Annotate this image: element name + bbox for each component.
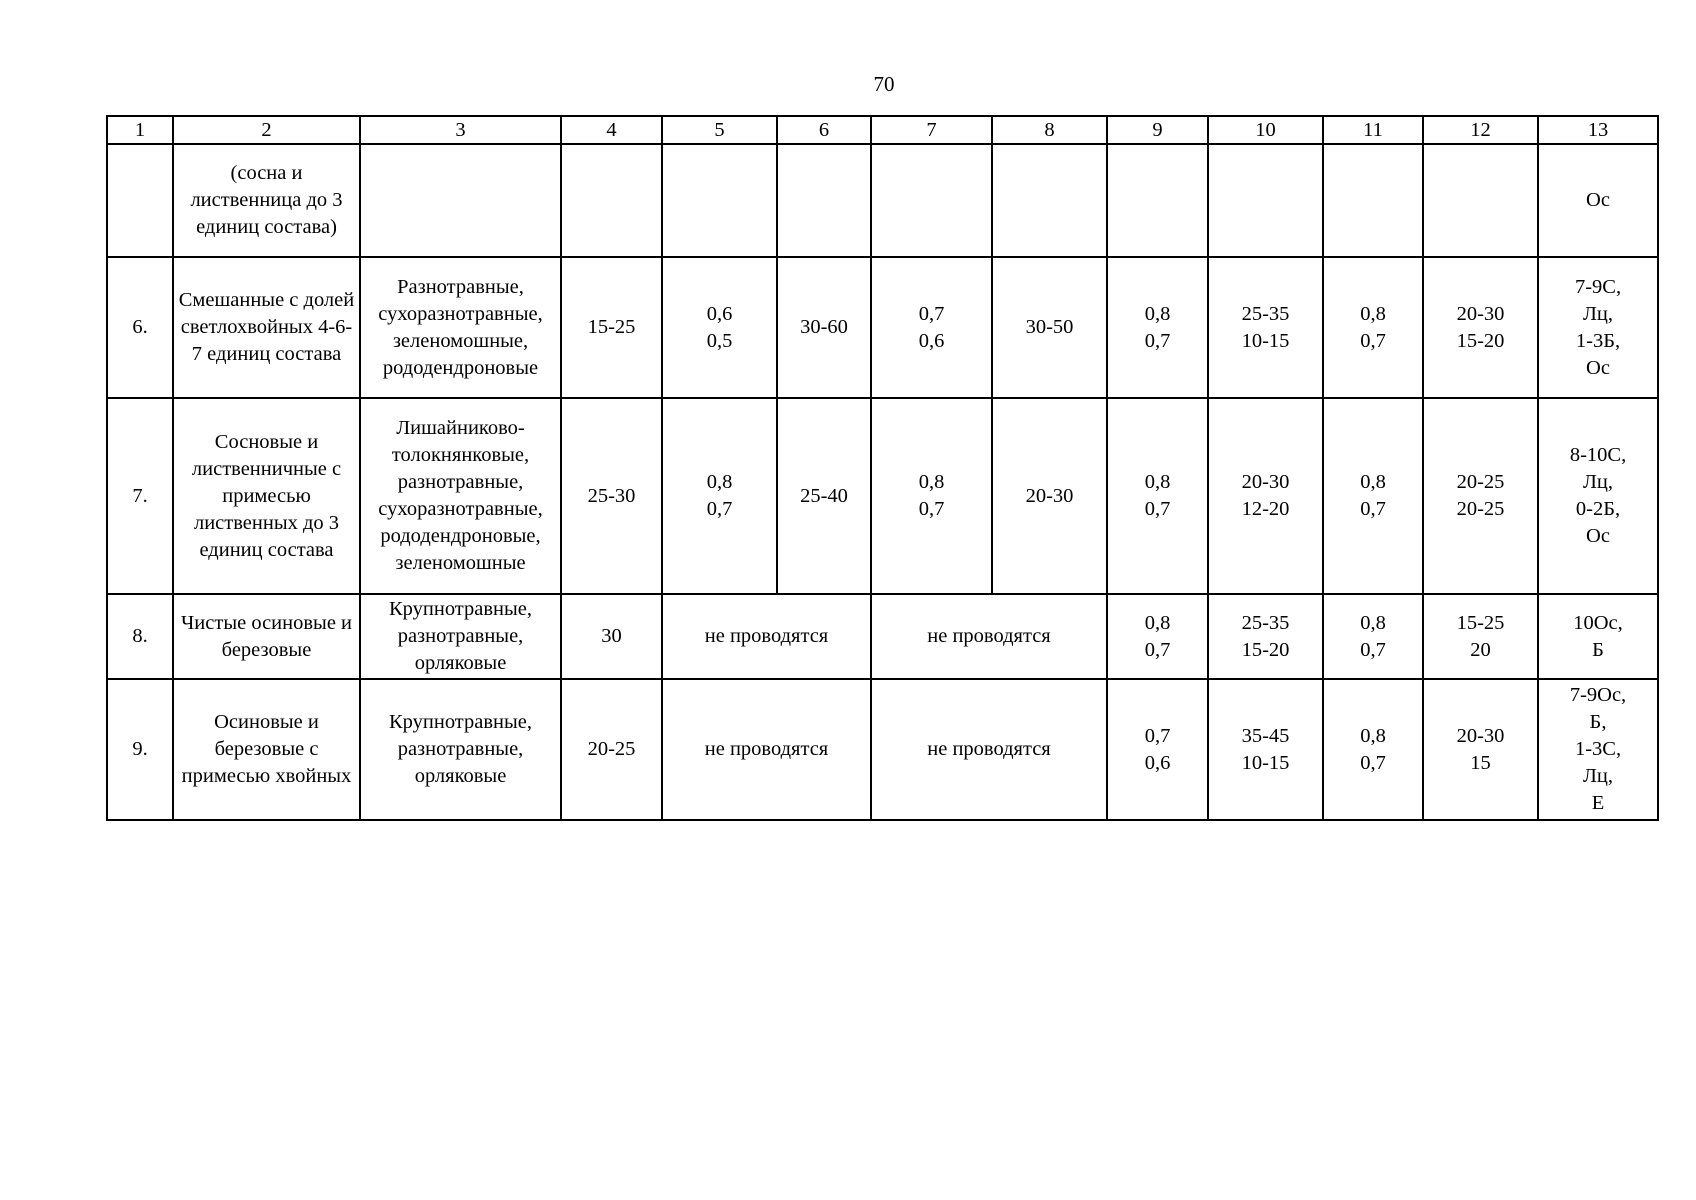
table-cell — [871, 144, 992, 257]
forest-type-cell: Сосновые и лиственничные с примесью лиственных до 3 единиц состава — [173, 398, 360, 594]
table-cell: 25-35 15-20 — [1208, 594, 1323, 679]
forest-subtype-cell — [360, 144, 561, 257]
table-row — [107, 144, 1658, 257]
table-cell: 20-30 — [992, 398, 1107, 594]
composition-cell: Ос — [1538, 144, 1658, 257]
column-header: 7 — [871, 116, 992, 144]
table-cell — [1423, 144, 1538, 257]
table-cell: 25-40 — [777, 398, 871, 594]
table-row — [107, 679, 1658, 820]
table-cell: 20-30 15-20 — [1423, 257, 1538, 398]
table-cell: 30 — [561, 594, 662, 679]
forest-subtype-cell: Крупнотравные, разнотравные, орляковые — [360, 594, 561, 679]
composition-cell: 8-10С, Лц, 0-2Б, Ос — [1538, 398, 1658, 594]
table-cell — [662, 144, 777, 257]
table-row — [107, 257, 1658, 398]
table-cell — [561, 144, 662, 257]
table-cell: 0,8 0,7 — [1323, 398, 1423, 594]
table-cell: 0,8 0,7 — [1323, 257, 1423, 398]
table-row — [107, 398, 1658, 594]
table-cell: 20-25 — [561, 679, 662, 820]
table-cell — [992, 144, 1107, 257]
column-header: 3 — [360, 116, 561, 144]
row-number — [107, 144, 173, 257]
table-cell — [1208, 144, 1323, 257]
table-cell — [777, 144, 871, 257]
table-cell: 30-60 — [777, 257, 871, 398]
forest-type-cell: Осиновые и березовые с примесью хвойных — [173, 679, 360, 820]
composition-cell: 10Ос, Б — [1538, 594, 1658, 679]
table-cell: 0,8 0,7 — [1107, 398, 1208, 594]
table-cell: 0,8 0,7 — [662, 398, 777, 594]
column-header: 13 — [1538, 116, 1658, 144]
column-header: 10 — [1208, 116, 1323, 144]
table-cell: 25-35 10-15 — [1208, 257, 1323, 398]
column-header: 2 — [173, 116, 360, 144]
not-conducted-cell: не проводятся — [871, 594, 1107, 679]
not-conducted-cell: не проводятся — [871, 679, 1107, 820]
table-cell — [1323, 144, 1423, 257]
column-header: 11 — [1323, 116, 1423, 144]
table-cell: 0,6 0,5 — [662, 257, 777, 398]
table-cell: 0,8 0,7 — [1323, 679, 1423, 820]
column-header: 5 — [662, 116, 777, 144]
table-cell: 0,8 0,7 — [1323, 594, 1423, 679]
table-cell: 30-50 — [992, 257, 1107, 398]
table-cell: 0,8 0,7 — [1107, 594, 1208, 679]
table-cell: 0,7 0,6 — [1107, 679, 1208, 820]
header-row — [107, 116, 1658, 144]
table-cell: 0,7 0,6 — [871, 257, 992, 398]
forest-subtype-cell: Разнотравные, сухоразнотравные, зеленомошные, рододендроновые — [360, 257, 561, 398]
table-cell: 0,8 0,7 — [1107, 257, 1208, 398]
table-cell: 20-25 20-25 — [1423, 398, 1538, 594]
composition-cell: 7-9Ос, Б, 1-3С, Лц, Е — [1538, 679, 1658, 820]
row-number: 7. — [107, 398, 173, 594]
table-cell: 20-30 12-20 — [1208, 398, 1323, 594]
column-header: 1 — [107, 116, 173, 144]
table-cell: 0,8 0,7 — [871, 398, 992, 594]
table-cell: 20-30 15 — [1423, 679, 1538, 820]
column-header: 6 — [777, 116, 871, 144]
table-row — [107, 594, 1658, 679]
column-header: 8 — [992, 116, 1107, 144]
not-conducted-cell: не проводятся — [662, 679, 871, 820]
not-conducted-cell: не проводятся — [662, 594, 871, 679]
forest-type-cell: Чистые осиновые и березовые — [173, 594, 360, 679]
row-number: 9. — [107, 679, 173, 820]
row-number: 8. — [107, 594, 173, 679]
forest-type-cell: (сосна и лиственница до 3 единиц состава) — [173, 144, 360, 257]
table-cell: 15-25 20 — [1423, 594, 1538, 679]
column-header: 12 — [1423, 116, 1538, 144]
table-cell: 15-25 — [561, 257, 662, 398]
column-header: 4 — [561, 116, 662, 144]
composition-cell: 7-9С, Лц, 1-3Б, Ос — [1538, 257, 1658, 398]
forest-type-cell: Смешанные с долей светлохвойных 4-6-7 единиц состава — [173, 257, 360, 398]
row-number: 6. — [107, 257, 173, 398]
column-header: 9 — [1107, 116, 1208, 144]
forest-subtype-cell: Лишайниково-толокнянковые, разнотравные, сухоразнотравные, рододендроновые, зеленомошные — [360, 398, 561, 594]
table-cell: 25-30 — [561, 398, 662, 594]
table-cell: 35-45 10-15 — [1208, 679, 1323, 820]
forest-subtype-cell: Крупнотравные, разнотравные, орляковые — [360, 679, 561, 820]
page-number: 70 — [873, 72, 895, 96]
table-cell — [1107, 144, 1208, 257]
data-table — [106, 115, 1659, 821]
